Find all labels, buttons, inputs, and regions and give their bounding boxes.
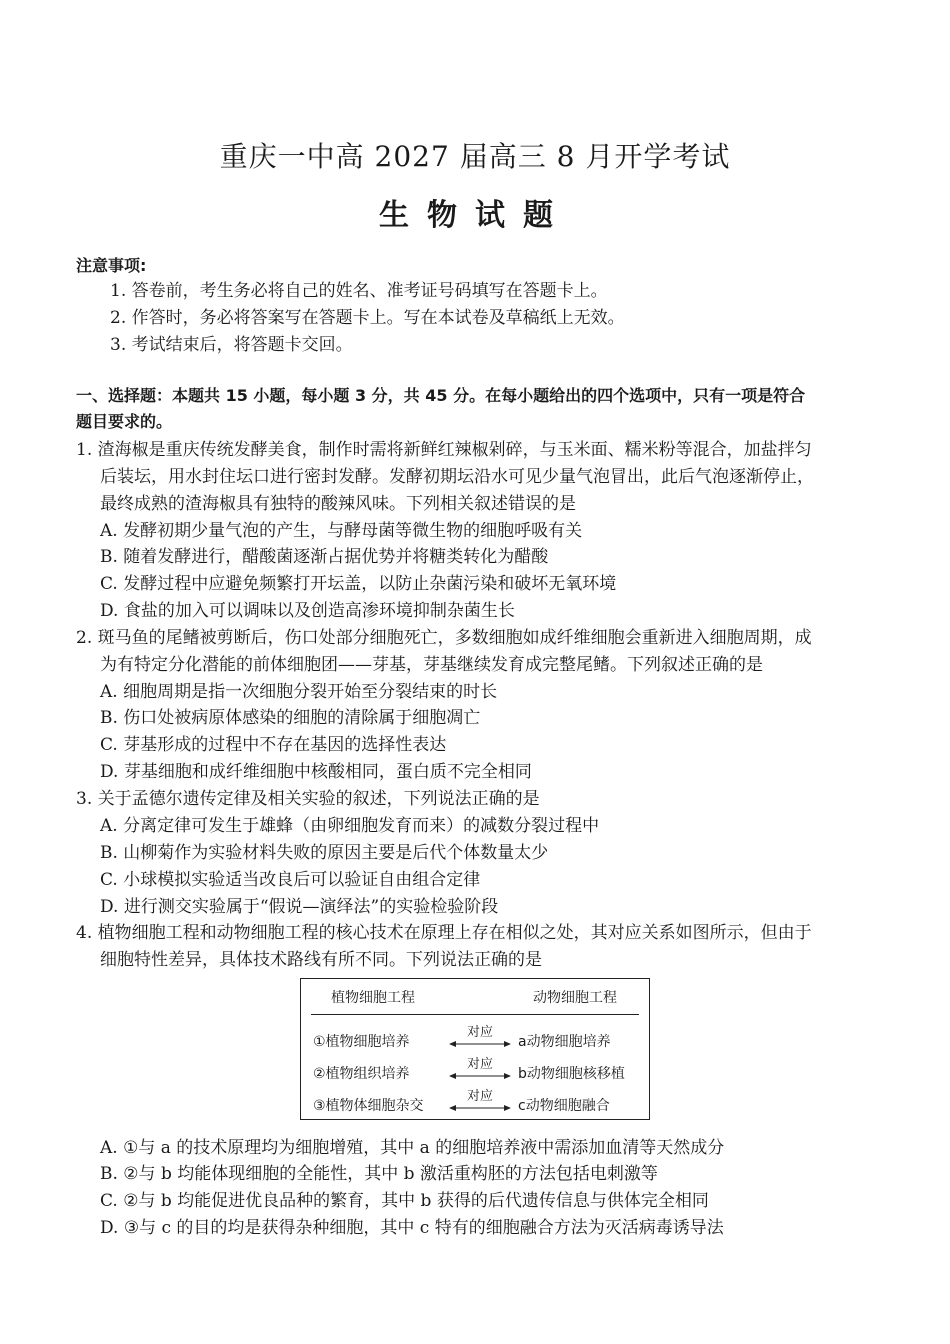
option-b: B. 山柳菊作为实验材料失败的原因主要是后代个体数量太少 xyxy=(100,843,549,863)
animal-cell-culture: a动物细胞培养 xyxy=(518,1034,611,1050)
option-b: B. 随着发酵进行，醋酸菌逐渐占据优势并将糖类转化为醋酸 xyxy=(100,547,549,567)
plant-somatic-hybridization: ③植物体细胞杂交 xyxy=(313,1098,424,1114)
correspondence-label: 对应 xyxy=(466,1025,493,1040)
subject-title: 生物试题 xyxy=(379,198,571,233)
option-b: B. ②与 b 均能体现细胞的全能性，其中 b 激活重构胚的方法包括电刺激等 xyxy=(100,1164,658,1184)
option-d: D. 进行测交实验属于“假说—演绎法”的实验检验阶段 xyxy=(100,897,499,917)
question-stem: 3. 关于孟德尔遗传定律及相关实验的叙述，下列说法正确的是 xyxy=(76,789,540,809)
option-a: A. ①与 a 的技术原理均为细胞增殖，其中 a 的细胞培养液中需添加血清等天然成分 xyxy=(100,1138,725,1158)
option-c: C. ②与 b 均能促进优良品种的繁育，其中 b 获得的后代遗传信息与供体完全相同 xyxy=(100,1191,709,1211)
plant-engineering-header: 植物细胞工程 xyxy=(331,990,415,1006)
option-a: A. 分离定律可发生于雄蜂（由卵细胞发育而来）的减数分裂过程中 xyxy=(100,816,600,836)
option-a: A. 发酵初期少量气泡的产生，与酵母菌等微生物的细胞呼吸有关 xyxy=(100,521,583,541)
option-d: D. 食盐的加入可以调味以及创造高渗环境抑制杂菌生长 xyxy=(100,601,515,621)
notice-heading: 注意事项: xyxy=(76,256,147,275)
option-c: C. 发酵过程中应避免频繁打开坛盖，以防止杂菌污染和破坏无氧环境 xyxy=(100,574,617,594)
notice-item: 2. 作答时，务必将答案写在答题卡上。写在本试卷及草稿纸上无效。 xyxy=(110,308,625,328)
option-d: D. 芽基细胞和成纤维细胞中核酸相同，蛋白质不完全相同 xyxy=(100,762,532,782)
correspondence-label: 对应 xyxy=(466,1089,493,1104)
question-stem: 细胞特性差异，具体技术路线有所不同。下列说法正确的是 xyxy=(100,950,542,970)
question-stem: 4. 植物细胞工程和动物细胞工程的核心技术在原理上存在相似之处，其对应关系如图所示，但由于 xyxy=(76,923,812,943)
double-arrow-icon xyxy=(449,1071,511,1081)
option-c: C. 小球模拟实验适当改良后可以验证自由组合定律 xyxy=(100,870,481,890)
correspondence-figure xyxy=(300,978,650,1120)
animal-cell-fusion: c动物细胞融合 xyxy=(518,1098,610,1114)
notice-item: 3. 考试结束后，将答题卡交回。 xyxy=(110,335,353,355)
correspondence-label: 对应 xyxy=(466,1057,493,1072)
notice-item: 1. 答卷前，考生务必将自己的姓名、准考证号码填写在答题卡上。 xyxy=(110,281,608,301)
question-stem: 为有特定分化潜能的前体细胞团——芽基，芽基继续发育成完整尾鳍。下列叙述正确的是 xyxy=(100,655,763,675)
option-a: A. 细胞周期是指一次细胞分裂开始至分裂结束的时长 xyxy=(100,682,498,702)
plant-tissue-culture: ②植物组织培养 xyxy=(313,1066,410,1082)
double-arrow-icon xyxy=(449,1039,511,1049)
exam-title: 重庆一中高 2027 届高三 8 月开学考试 xyxy=(219,140,731,173)
question-stem: 后装坛，用水封住坛口进行密封发酵。发酵初期坛沿水可见少量气泡冒出，此后气泡逐渐停止， xyxy=(100,467,814,487)
animal-nuclear-transfer: b动物细胞核移植 xyxy=(518,1066,625,1082)
question-stem: 最终成熟的渣海椒具有独特的酸辣风味。下列相关叙述错误的是 xyxy=(100,494,576,514)
plant-cell-culture: ①植物细胞培养 xyxy=(313,1034,410,1050)
animal-engineering-header: 动物细胞工程 xyxy=(533,990,617,1006)
section-instructions: 一、选择题：本题共 15 小题，每小题 3 分，共 45 分。在每小题给出的四个选项中，只有一项是符合 xyxy=(76,386,806,405)
section-instructions: 题目要求的。 xyxy=(76,412,173,431)
double-arrow-icon xyxy=(449,1103,511,1113)
option-b: B. 伤口处被病原体感染的细胞的清除属于细胞凋亡 xyxy=(100,708,481,728)
option-c: C. 芽基形成的过程中不存在基因的选择性表达 xyxy=(100,735,447,755)
header-divider xyxy=(311,1014,639,1015)
question-stem: 2. 斑马鱼的尾鳍被剪断后，伤口处部分细胞死亡，多数细胞如成纤维细胞会重新进入细胞周期，成 xyxy=(76,628,812,648)
option-d: D. ③与 c 的目的均是获得杂种细胞，其中 c 特有的细胞融合方法为灭活病毒诱导法 xyxy=(100,1218,724,1238)
question-stem: 1. 渣海椒是重庆传统发酵美食，制作时需将新鲜红辣椒剁碎，与玉米面、糯米粉等混合，加盐拌匀 xyxy=(76,440,812,460)
